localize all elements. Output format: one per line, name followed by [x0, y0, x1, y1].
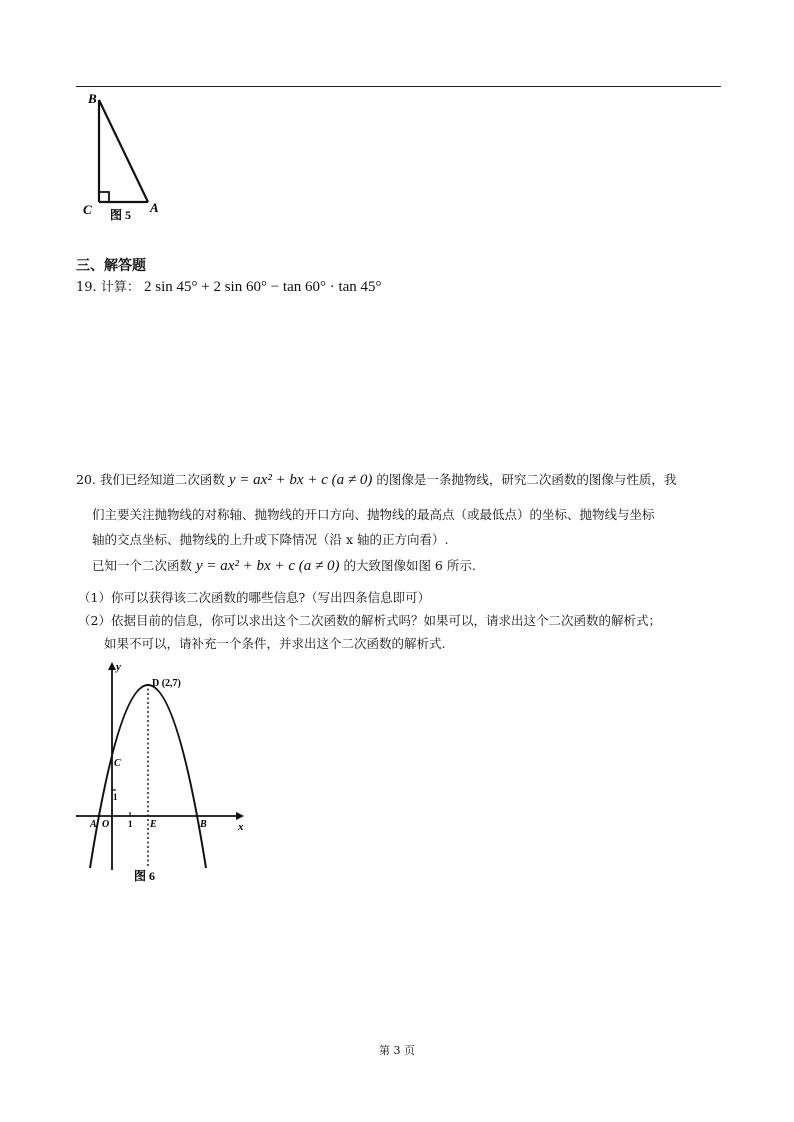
q20-known-a: 已知一个二次函数: [92, 558, 193, 573]
vertex-a-label: A: [150, 200, 159, 215]
right-angle-mark: [99, 192, 109, 202]
point-a-label: A: [90, 819, 97, 830]
page-footer: 第 3 页: [379, 1044, 415, 1057]
figure-5-triangle: [70, 88, 190, 228]
point-e-label: E: [150, 819, 157, 830]
q20-known-statement: [92, 556, 476, 575]
q20-line-2: 们主要关注抛物线的对称轴、抛物线的开口方向、抛物线的最高点（或最低点）的坐标、抛物线与坐标: [92, 507, 655, 522]
point-b-label: B: [200, 819, 207, 830]
figure-6-caption: 图 6: [134, 869, 156, 883]
x-tick-1-label: 1: [128, 819, 133, 829]
q20-intro-b: 的图像是一条抛物线，研究二次函数的图像与性质，我: [376, 472, 677, 487]
q20-number: 20.: [76, 472, 96, 487]
q20-line-3: 轴的交点坐标、抛物线的上升或下降情况（沿 x 轴的正方向看）.: [92, 532, 449, 547]
q20-known-function: y = ax² + bx + c (a ≠ 0): [196, 558, 340, 574]
page-header-rule: [76, 86, 721, 87]
vertex-b-label: B: [88, 91, 97, 106]
section-title: 三、解答题: [76, 258, 146, 274]
x-axis-arrow: [236, 812, 244, 820]
q20-function: y = ax² + bx + c (a ≠ 0): [228, 472, 373, 488]
origin-label: O: [102, 819, 110, 830]
question-20-intro: [76, 472, 726, 488]
q20-known-b: 的大致图像如图 6 所示.: [343, 558, 476, 573]
q20-subquestion-2-continued: 如果不可以，请补充一个条件，并求出这个二次函数的解析式.: [104, 636, 446, 651]
figure-6-parabola: [72, 656, 252, 886]
y-tick-1-label: 1: [113, 792, 118, 802]
y-axis-arrow: [108, 662, 116, 670]
q20-subquestion-2: （2）依据目前的信息，你可以求出这个二次函数的解析式吗？如果可以，请求出这个二次函数的解析式；: [78, 613, 661, 628]
x-axis-label: x: [238, 821, 244, 833]
q19-expression: 2 sin 45° + 2 sin 60° − tan 60° · tan 45°: [143, 279, 382, 295]
y-axis-label: y: [116, 661, 121, 673]
q20-subquestion-1: （1）你可以获得该二次函数的哪些信息?（写出四条信息即可）: [78, 590, 431, 605]
triangle-side-ab: [99, 100, 148, 202]
point-c-label: C: [114, 758, 121, 769]
vertex-d-label: D (2,7): [152, 678, 181, 689]
q20-intro-a: 我们已经知道二次函数: [99, 472, 225, 487]
vertex-c-label: C: [83, 202, 92, 217]
question-19: [76, 276, 382, 296]
q19-prompt: 计算：: [100, 280, 140, 295]
figure-5-caption: 图 5: [110, 208, 132, 222]
q19-number: 19.: [76, 280, 97, 295]
